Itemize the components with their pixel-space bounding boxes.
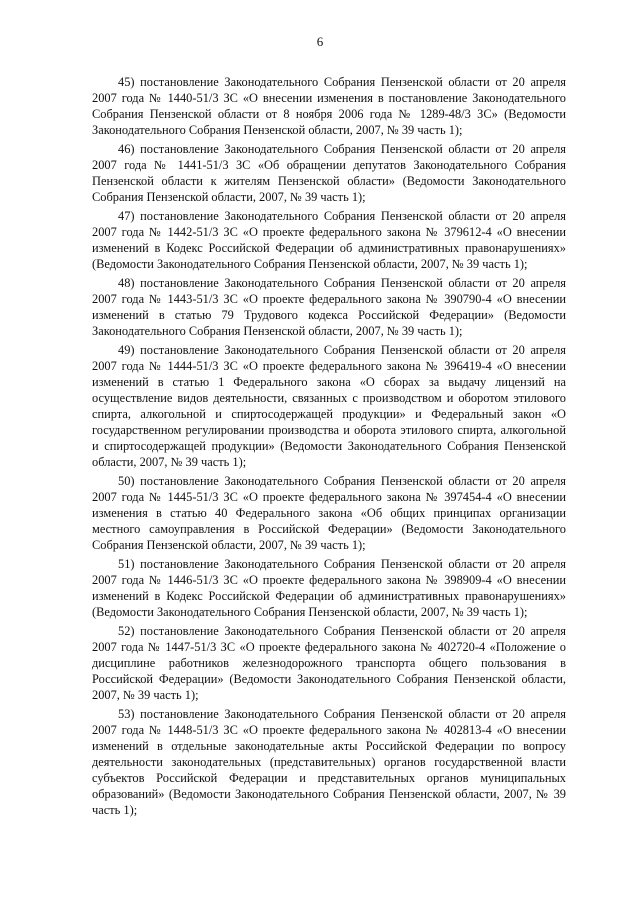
list-item-51: 51) постановление Законодательного Собрания Пензенской области от 20 апреля 2007 года № 1446-51/3 ЗС «О проекте федерального закона № 398909-4 «О внесении изменений в Кодекс Российской Федерации об административных правонарушениях» (Ведомости Законодательного Собрания Пензенской области, 2007, № 39 часть 1); <box>92 557 566 619</box>
list-item-47: 47) постановление Законодательного Собрания Пензенской области от 20 апреля 2007 года № 1442-51/3 ЗС «О проекте федерального закона № 379612-4 «О внесении изменений в Кодекс Российской Федерации об административных правонарушениях» (Ведомости Законодательного Собрания Пензенской области, 2007, № 39 часть 1); <box>92 209 566 271</box>
list-item-52: 52) постановление Законодательного Собрания Пензенской области от 20 апреля 2007 года № 1447-51/3 ЗС «О проекте федерального закона № 402720-4 «Положение о дисциплине работников железнодорожного транспорта общего пользования в Российской Федерации» (Ведомости Законодательного Собрания Пензенской области, 2007, № 39 часть 1); <box>92 624 566 702</box>
list-item-45: 45) постановление Законодательного Собрания Пензенской области от 20 апреля 2007 года № 1440-51/3 ЗС «О внесении изменения в постановление Законодательного Собрания Пензенской области от 8 ноября 2006 года № 1289-48/3 ЗС» (Ведомости Законодательного Собрания Пензенской области, 2007, № 39 часть 1); <box>92 75 566 137</box>
list-item-46: 46) постановление Законодательного Собрания Пензенской области от 20 апреля 2007 года № 1441-51/3 ЗС «Об обращении депутатов Законодательного Собрания Пензенской области к жителям Пензенской области» (Ведомости Законодательного Собрания Пензенской области, 2007, № 39 часть 1); <box>92 142 566 204</box>
page-number: 6 <box>316 34 324 49</box>
list-item-48: 48) постановление Законодательного Собрания Пензенской области от 20 апреля 2007 года № 1443-51/3 ЗС «О проекте федерального закона № 390790-4 «О внесении изменений в статью 79 Трудового кодекса Российской Федерации» (Ведомости Законодательного Собрания Пензенской области, 2007, № 39 часть 1); <box>92 276 566 338</box>
list-item-53: 53) постановление Законодательного Собрания Пензенской области от 20 апреля 2007 года № 1448-51/3 ЗС «О проекте федерального закона № 402813-4 «О внесении изменений в отдельные законодательные акты Российской Федерации по вопросу деятельности законодательных (представительных) органов государственной власти субъектов Российской Федерации и представительных органов муниципальных образований» (Ведомости Законодательного Собрания Пензенской области, 2007, № 39 часть 1); <box>92 707 566 817</box>
document-body <box>92 74 566 821</box>
list-item-50: 50) постановление Законодательного Собрания Пензенской области от 20 апреля 2007 года № 1445-51/3 ЗС «О проекте федерального закона № 397454-4 «О внесении изменения в статью 40 Федерального закона «Об общих принципах организации местного самоуправления в Российской Федерации» (Ведомости Законодательного Собрания Пензенской области, 2007, № 39 часть 1); <box>92 474 566 552</box>
list-item-49: 49) постановление Законодательного Собрания Пензенской области от 20 апреля 2007 года № 1444-51/3 ЗС «О проекте федерального закона № 396419-4 «О внесении изменений в статью 1 Федерального закона «О сборах за выдачу лицензий на осуществление видов деятельности, связанных с производством и оборотом этилового спирта, алкогольной и спиртосодержащей продукции» и Федеральный закон «О государственном регулировании производства и оборота этилового спирта, алкогольной и спиртосодержащей продукции» (Ведомости Законодательного Собрания Пензенской области, 2007, № 39 часть 1); <box>92 343 566 469</box>
